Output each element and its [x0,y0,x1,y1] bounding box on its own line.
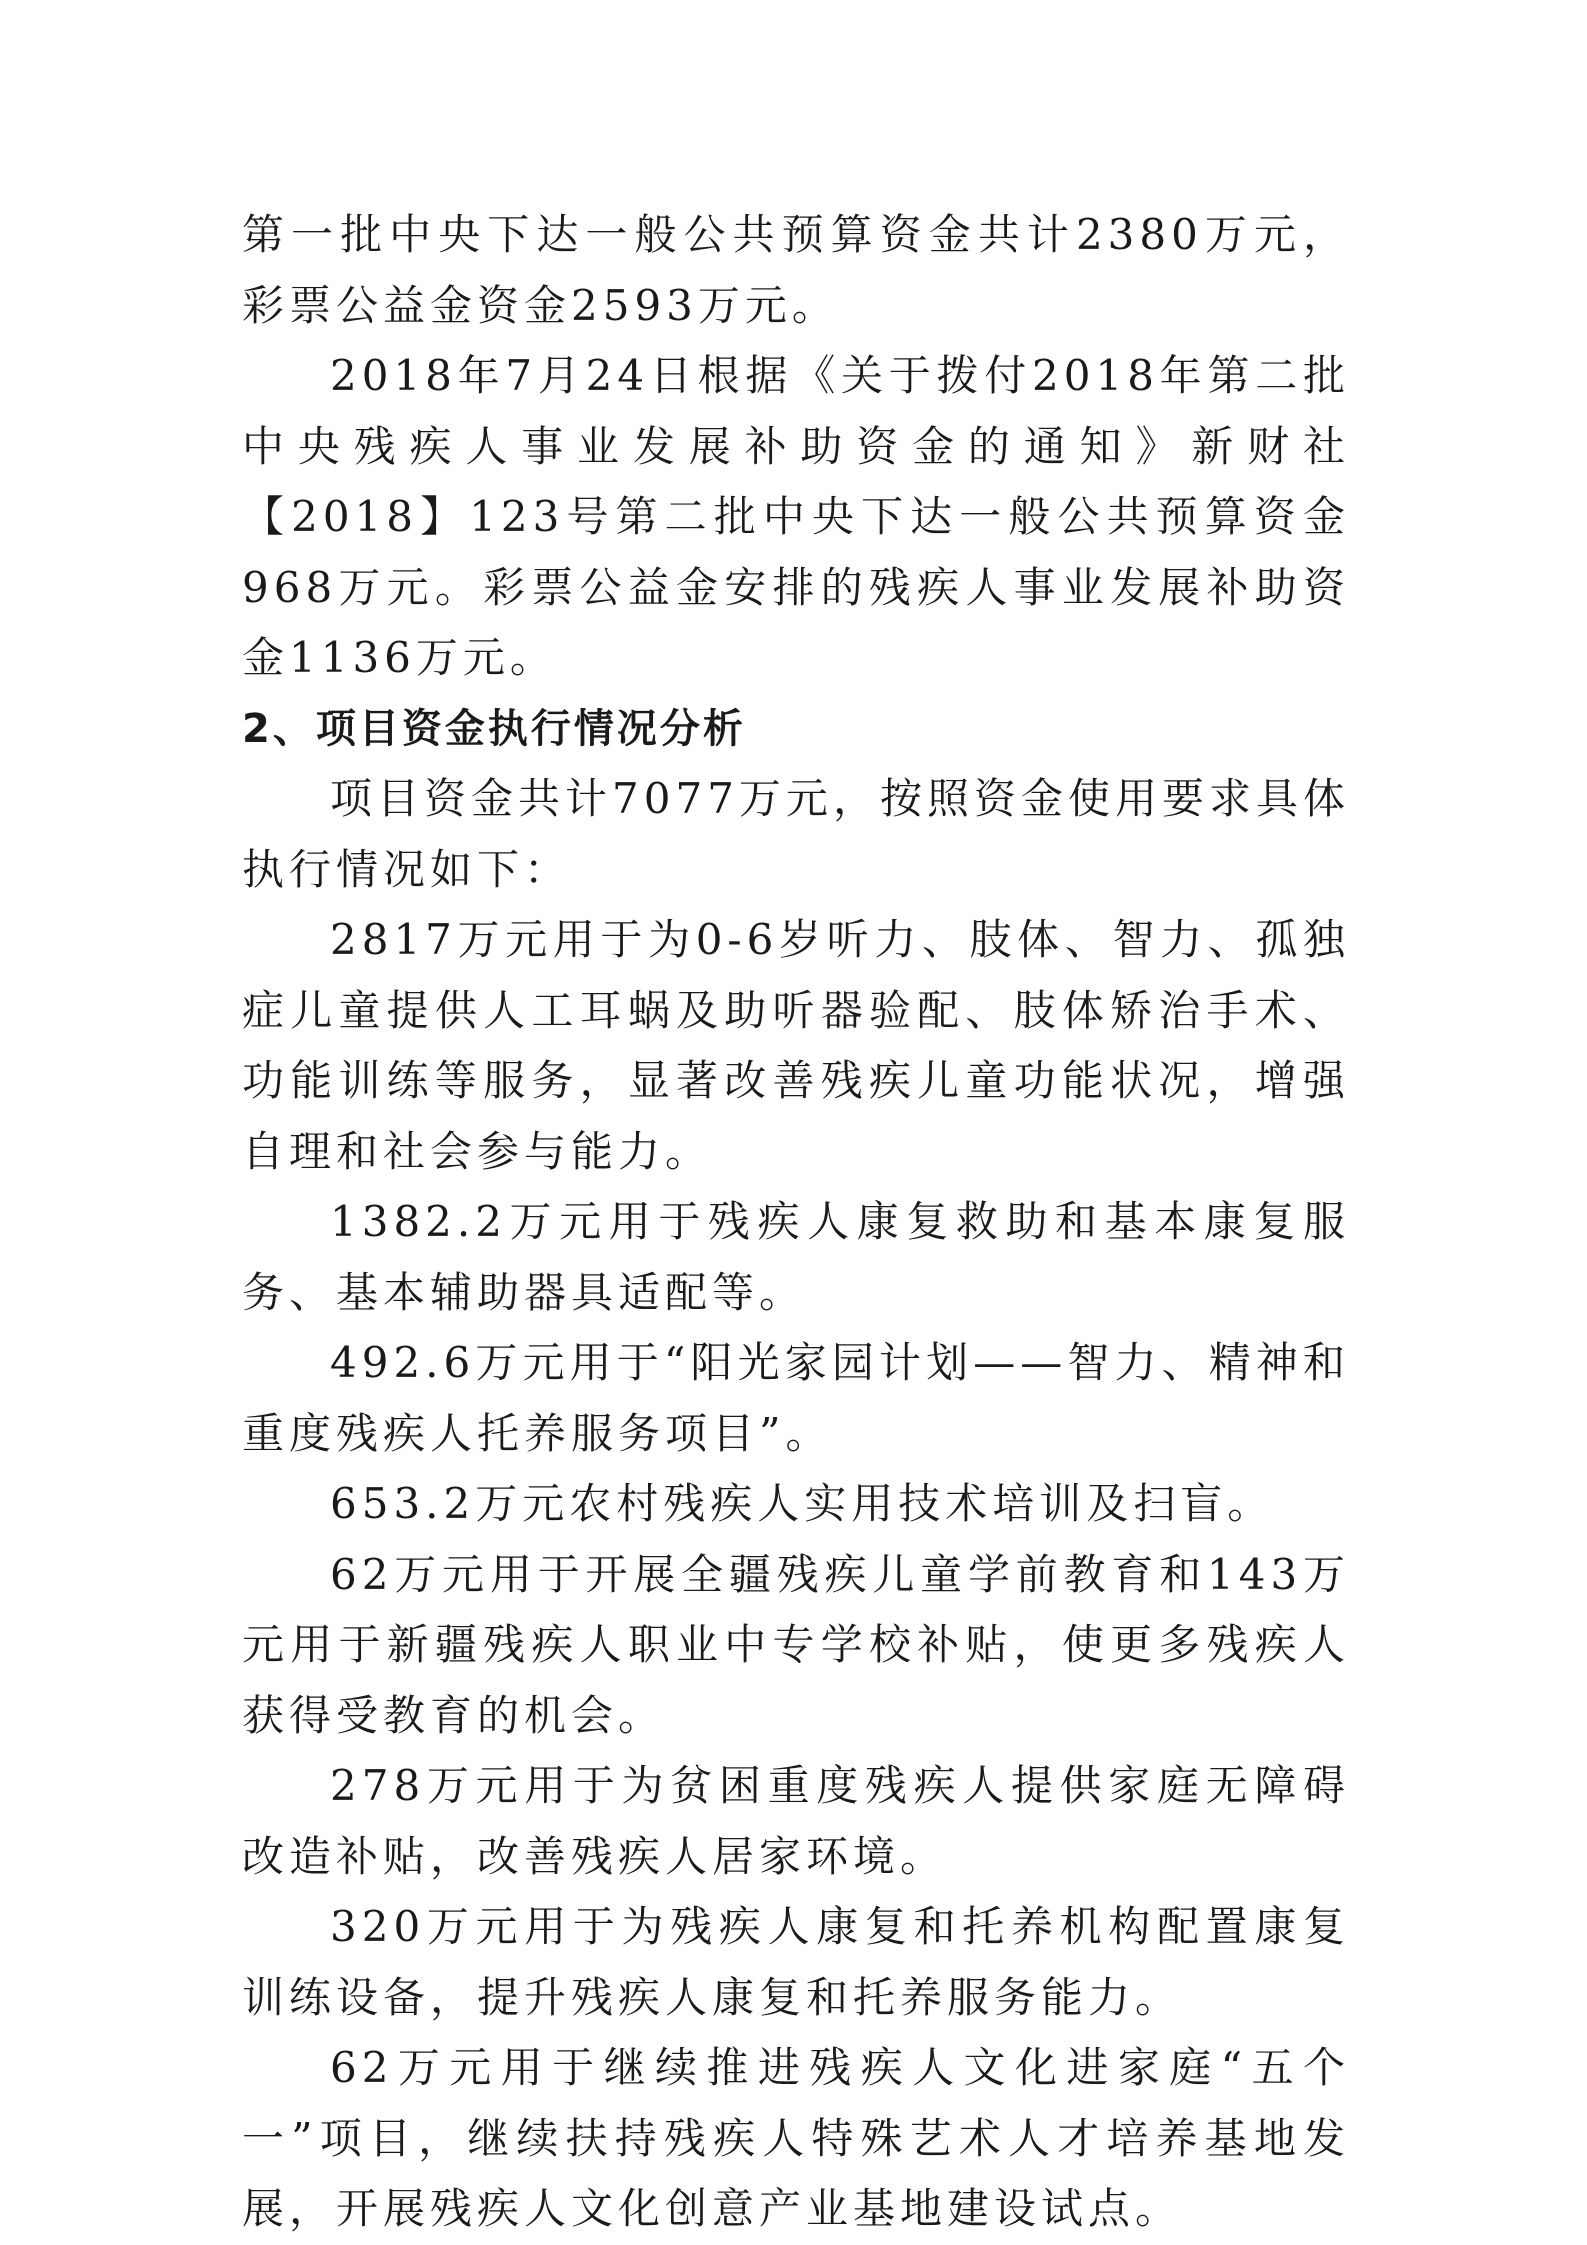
document-body [242,200,1350,2245]
paragraph-education: 62万元用于开展全疆残疾儿童学前教育和143万元用于新疆残疾人职业中专学校补贴，使更多残疾人获得受教育的机会。 [242,1549,1350,1740]
section-heading: 2、项目资金执行情况分析 [242,705,746,752]
paragraph-rural-training: 653.2万元农村残疾人实用技术培训及扫盲。 [330,1479,1275,1528]
paragraph-total-funds: 项目资金共计7077万元，按照资金使用要求具体执行情况如下： [242,774,1350,894]
paragraph-funding-second-batch: 2018年7月24日根据《关于拨付2018年第二批中央残疾人事业发展补助资金的通知》新财社【2018】123号第二批中央下达一般公共预算资金968万元。彩票公益金安排的残疾人事业发展补助资金1136万元。 [242,351,1350,682]
paragraph-culture: 62万元用于继续推进残疾人文化进家庭“五个一”项目，继续扶持残疾人特殊艺术人才培养基地发展，开展残疾人文化创意产业基地建设试点。 [242,2043,1350,2233]
paragraph-rehab-assistance: 1382.2万元用于残疾人康复救助和基本康复服务、基本辅助器具适配等。 [242,1197,1350,1317]
paragraph-equipment: 320万元用于为残疾人康复和托养机构配置康复训练设备，提升残疾人康复和托养服务能力。 [242,1902,1350,2022]
paragraph-sunshine-home: 492.6万元用于“阳光家园计划——智力、精神和重度残疾人托养服务项目”。 [242,1338,1350,1458]
paragraph-funding-first-batch: 第一批中央下达一般公共预算资金共计2380万元，彩票公益金资金2593万元。 [242,210,1350,330]
paragraph-accessibility: 278万元用于为贫困重度残疾人提供家庭无障碍改造补贴，改善残疾人居家环境。 [242,1761,1350,1881]
paragraph-children-rehab: 2817万元用于为0-6岁听力、肢体、智力、孤独症儿童提供人工耳蜗及助听器验配、肢体矫治手术、功能训练等服务，显著改善残疾儿童功能状况，增强自理和社会参与能力。 [242,915,1350,1176]
